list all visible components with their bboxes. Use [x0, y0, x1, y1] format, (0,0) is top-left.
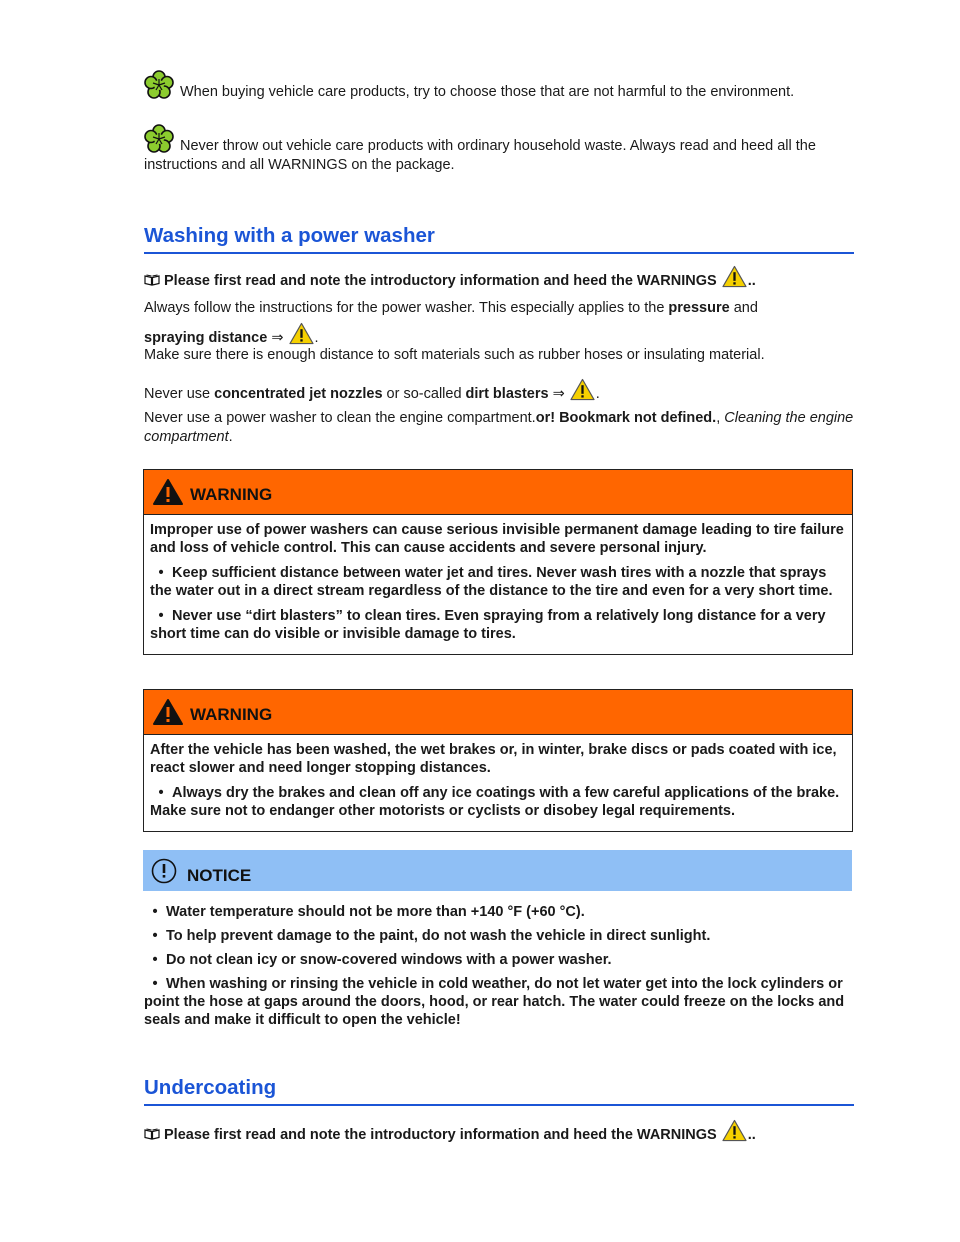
bold-text: or! Bookmark not defined.: [535, 410, 717, 426]
text: Always follow the instructions for the power washer. This especially applies to the: [144, 300, 669, 316]
book-icon: [144, 1128, 160, 1140]
eco-tip-2: [144, 124, 854, 175]
text: Never use a power washer to clean the engine compartment.: [144, 410, 536, 426]
paragraph-engine: [144, 409, 854, 447]
bullet-text: Keep sufficient distance between water jet and tires. Never wash tires with a nozzle that sprays the water out in a direct stream regardless of the distance to the tire and even for a very short time.: [150, 565, 833, 599]
paragraph-pressure: [144, 295, 854, 352]
warning-triangle-icon[interactable]: [722, 1119, 747, 1142]
warning-box-brakes: [143, 689, 853, 832]
bullet: •: [152, 976, 158, 992]
notice-bullet: [144, 927, 854, 945]
flower-icon: [144, 70, 174, 100]
text: or so-called: [382, 386, 466, 402]
bullet-text: Do not clean icy or snow-covered windows with a power washer.: [166, 952, 612, 968]
intro-end: ..: [747, 273, 756, 289]
bullet-text: When washing or rinsing the vehicle in cold weather, do not let water get into the lock cylinders or point the hose at gaps around the doors, hood, or rear hatch. The water could freeze on the locks and seals and make it difficult to open the vehicle!: [144, 976, 845, 1028]
notice-list: [144, 903, 854, 1035]
text: and: [729, 300, 758, 316]
text: Never use: [144, 386, 215, 402]
notice-bullet: [144, 975, 854, 1029]
arrow-ref: ⇒: [548, 386, 569, 402]
warning-text: After the vehicle has been washed, the wet brakes or, in winter, brake discs or pads coated with ice, react slower and need longer stopping distances.: [150, 742, 837, 776]
paragraph-nozzles: [144, 378, 854, 404]
bold-text: pressure: [668, 300, 730, 316]
eco-tip-text: When buying vehicle care products, try to choose those that are not harmful to the environment.: [180, 84, 795, 100]
warning-triangle-icon[interactable]: [722, 265, 747, 288]
intro-line: [144, 1119, 854, 1145]
bullet: •: [152, 952, 158, 968]
bullet-text: Never use “dirt blasters” to clean tires. Even spraying from a relatively long distance for a very short time can do visible or invisible damage to tires.: [150, 608, 826, 642]
text: .: [595, 386, 600, 402]
warning-bullet: [150, 607, 847, 643]
eco-tip-1: [144, 70, 854, 102]
bullet: •: [152, 928, 158, 944]
intro-text: Please first read and note the introductory information and heed the WARNINGS: [164, 273, 717, 289]
text: .: [228, 429, 233, 445]
arrow-ref: ⇒: [267, 330, 288, 346]
bold-text: dirt blasters: [465, 386, 549, 402]
warning-header: [144, 690, 852, 735]
eco-tip-text: Never throw out vehicle care products with ordinary household waste. Always read and heed all the instructions and all WARNINGS on the package.: [144, 138, 816, 173]
bullet: •: [152, 904, 158, 920]
warning-body: [144, 735, 852, 831]
warning-bullet: [150, 784, 847, 820]
warning-triangle-icon[interactable]: [289, 322, 314, 345]
intro-text: Please first read and note the introductory information and heed the WARNINGS: [164, 1127, 717, 1143]
warning-triangle-icon[interactable]: [570, 378, 595, 401]
bullet: •: [158, 785, 164, 801]
text: Make sure there is enough distance to soft materials such as rubber hoses or insulating material.: [144, 347, 765, 363]
bullet-text: To help prevent damage to the paint, do not wash the vehicle in direct sunlight.: [166, 928, 711, 944]
warning-triangle-icon: [152, 698, 184, 726]
book-icon: [144, 274, 160, 286]
link-cleaning-engine[interactable]: Cleaning the engine compartment: [144, 410, 854, 445]
notice-bullet: [144, 903, 854, 921]
section-title-power-washer: Washing with a power washer: [144, 224, 854, 254]
intro-line: [144, 265, 854, 291]
notice-header: [143, 850, 852, 891]
notice-bullet: [144, 951, 854, 969]
flower-icon: [144, 124, 174, 154]
warning-bullet: [150, 564, 847, 600]
text: .: [314, 330, 319, 346]
section-title-undercoating: Undercoating: [144, 1076, 854, 1106]
bullet: •: [158, 565, 164, 581]
bullet: •: [158, 608, 164, 624]
exclamation-circle-icon: [151, 858, 177, 884]
notice-label: NOTICE: [187, 866, 252, 885]
bullet-text: Always dry the brakes and clean off any ice coatings with a few careful applications of the brake. Make sure not to endanger other motorists or cyclists or disobey legal requirements.: [150, 785, 840, 819]
intro-end: ..: [747, 1127, 756, 1143]
warning-body: [144, 515, 852, 654]
bold-text: spraying distance: [144, 330, 268, 346]
text: ,: [716, 410, 725, 426]
warning-label: WARNING: [190, 485, 273, 504]
warning-triangle-icon: [152, 478, 184, 506]
paragraph-distance: [144, 346, 854, 365]
warning-text: Improper use of power washers can cause serious invisible permanent damage leading to tire failure and loss of vehicle control. This can cause accidents and severe personal injury.: [150, 522, 844, 556]
bold-text: concentrated jet nozzles: [214, 386, 383, 402]
bullet-text: Water temperature should not be more than +140 °F (+60 °C).: [166, 904, 585, 920]
warning-header: [144, 470, 852, 515]
warning-label: WARNING: [190, 705, 273, 724]
warning-box-power-washer: [143, 469, 853, 655]
